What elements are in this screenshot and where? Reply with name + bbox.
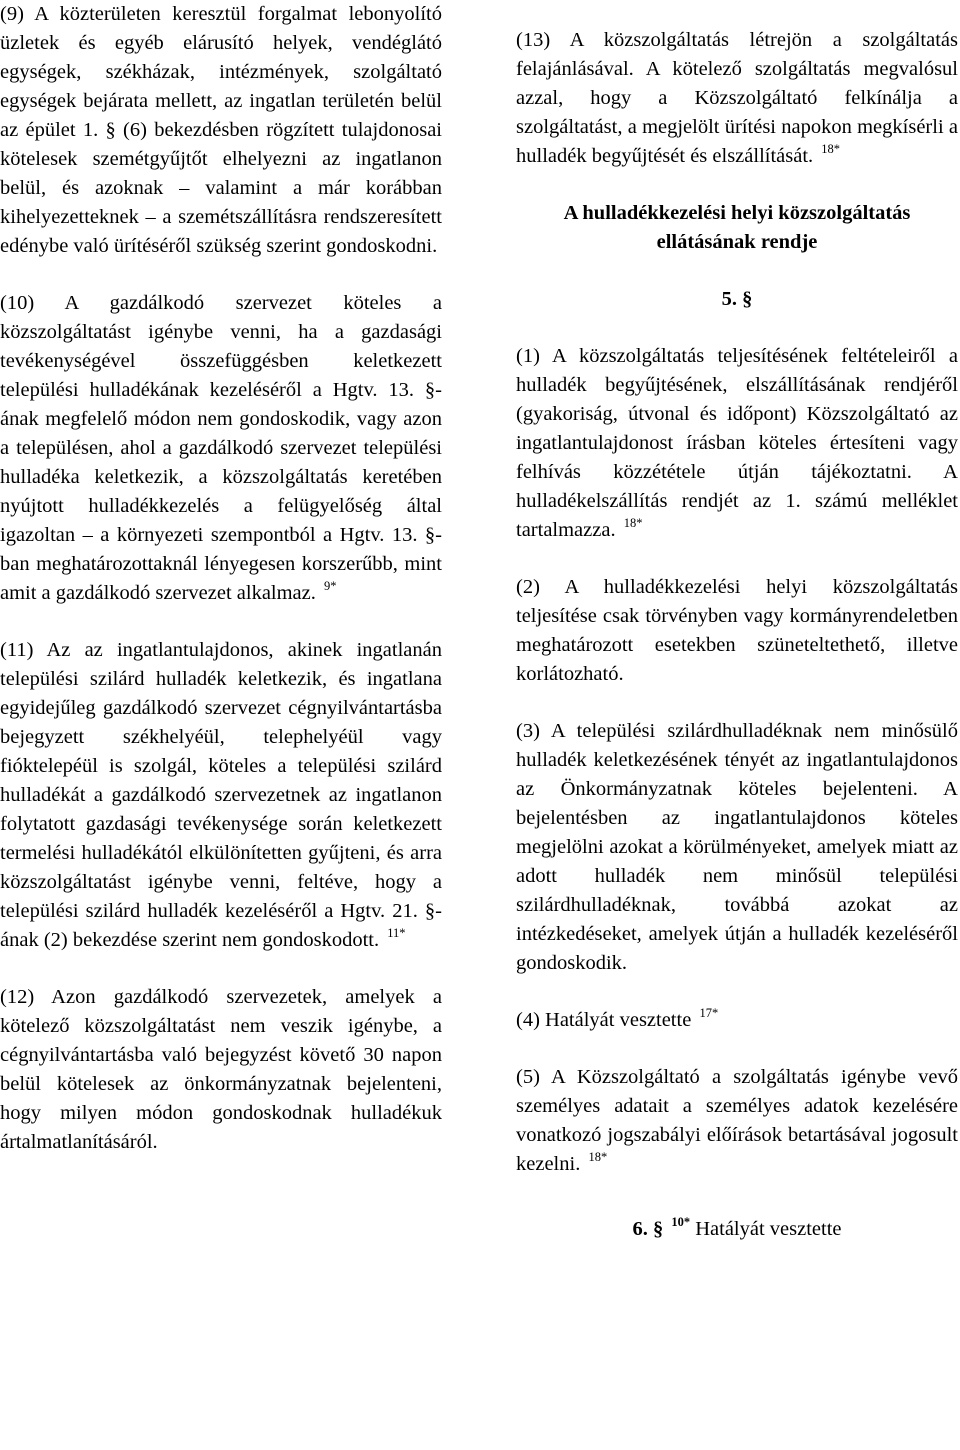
- section-5-paragraph-4: [516, 1006, 958, 1035]
- paragraph-12-text: (12) Azon gazdálkodó szervezetek, amelyek a kötelező közszolgáltatást nem veszik igénybe, a cégnyilvántartásba való bejegyzést követő 30 napon belül kötelesek az önkormányzatnak bejelenteni, hogy milyen módon gondoskodnak hulladékuk ártalmatlanításáról.: [0, 986, 442, 1153]
- paragraph-10-text: (10) A gazdálkodó szervezet köteles a közszolgáltatást igénybe venni, ha a gazdasági tevékenységével összefüggésben keletkezett települési hulladékának kezeléséről a Hgtv. 13. §-ának megfelelő módon nem gondoskodik, vagy azon a településen, ahol a gazdálkodó szervezet települési hulladéka keletkezik, a közszolgáltatás keretében nyújtott hulladékkezelés a felügyelőség által igazoltan – a környezeti szempontból a Hgtv. 13. §-ban meghatározottaknál lényegesen korszerűbb, mint amit a gazdálkodó szervezet alkalmaz.: [0, 292, 442, 604]
- footnote-ref[interactable]: 18*: [821, 142, 841, 156]
- section-6-text: Hatályát vesztette: [695, 1218, 842, 1240]
- paragraph-9: [0, 0, 442, 261]
- footnote-ref[interactable]: 11*: [387, 926, 406, 940]
- footnote-ref[interactable]: 18*: [588, 1150, 608, 1164]
- section-heading: A hulladékkezelési helyi közszolgáltatás ellátásának rendje: [563, 202, 911, 253]
- footnote-ref[interactable]: 9*: [324, 579, 337, 593]
- section-5-paragraph-1: [516, 342, 958, 545]
- section-6-number: 6. §: [632, 1218, 664, 1240]
- section-5-paragraph-3-text: (3) A települési szilárdhulladéknak nem minősülő hulladék keletkezésének tényét az ingatlantulajdonos az Önkormányzatnak köteles bejelenteni. A bejelentésben az ingatlantulajdonos köteles megjelölni azokat a körülményeket, amelyek miatt az adott hulladék nem minősül települési szilárdhulladéknak, továbbá azokat az intézkedéseket, amelyek útján a hulladék kezeléséről gondoskodik.: [516, 720, 958, 974]
- section-5-paragraph-2-text: (2) A hulladékkezelési helyi közszolgáltatás teljesítése csak törvényben vagy kormányrendeletben meghatározott esetekben szüneteltethető, illetve korlátozható.: [516, 576, 958, 685]
- section-6-title: [516, 1215, 958, 1244]
- section-5-paragraph-5-text: (5) A Közszolgáltató a szolgáltatás igénybe vevő személyes adatait a személyes adatok kezelésére vonatkozó jogszabályi előírások betartásával jogosult kezelni.: [516, 1066, 958, 1175]
- right-column: [516, 26, 958, 1272]
- section-5-paragraph-5: [516, 1063, 958, 1179]
- paragraph-12: [0, 983, 442, 1157]
- section-5-paragraph-4-text: (4) Hatályát vesztette: [516, 1009, 692, 1031]
- paragraph-9-text: (9) A közterületen keresztül forgalmat lebonyolító üzletek és egyéb elárusító helyek, vendéglátó egységek, székházak, intézmények, szolgáltató egységek bejárata mellett, az ingatlan területén belül az épület 1. § (6) bekezdésben rögzített tulajdonosai kötelesek szemétgyűjtőt elhelyezni az ingatlanon belül, és azoknak – valamint a már korábban kihelyezetteknek – a szemétszállításra rendszeresített edénybe való ürítéséről szükség szerint gondoskodni.: [0, 3, 442, 257]
- section-5-title: 5. §: [721, 288, 753, 310]
- footnote-ref[interactable]: 18*: [623, 516, 643, 530]
- paragraph-11: [0, 636, 442, 955]
- footnote-ref[interactable]: 10*: [671, 1215, 691, 1229]
- paragraph-11-text: (11) Az az ingatlantulajdonos, akinek ingatlanán települési szilárd hulladék keletkezik, és ingatlana egyidejűleg gazdálkodó szervezet cégnyilvántartásba bejegyzett székhelyéül, telephelyéül vagy fióktelepéül is szolgál, köteles a települési szilárd hulladékát a gazdálkodó szervezetnek az ingatlanon folytatott gazdasági tevékenysége során keletkezett termelési hulladékától elkülönítetten gyűjteni, és arra közszolgáltatást igénybe venni, feltéve, hogy a települési szilárd hulladék kezeléséről a Hgtv. 21. §-ának (2) bekezdése szerint nem gondoskodott.: [0, 639, 442, 951]
- section-5-paragraph-2: [516, 573, 958, 689]
- footnote-ref[interactable]: 17*: [699, 1006, 719, 1020]
- section-5-paragraph-3: [516, 717, 958, 978]
- paragraph-10: [0, 289, 442, 608]
- left-column: [0, 0, 442, 1185]
- paragraph-13: [516, 26, 958, 171]
- paragraph-13-text: (13) A közszolgáltatás létrejön a szolgáltatás felajánlásával. A kötelező szolgáltatás megvalósul azzal, hogy a Közszolgáltató felkínálja a szolgáltatást, a megjelölt ürítési napokon megkísérli a hulladék begyűjtését és elszállítását.: [516, 29, 958, 167]
- section-5-paragraph-1-text: (1) A közszolgáltatás teljesítésének feltételeiről a hulladék begyűjtésének, elszállításának rendjéről (gyakoriság, útvonal és időpont) Közszolgáltató az ingatlantulajdonost írásban köteles értesíteni vagy felhívás közzététele útján tájékoztatni. A hulladékelszállítás rendjét az 1. számú melléklet tartalmazza.: [516, 345, 958, 541]
